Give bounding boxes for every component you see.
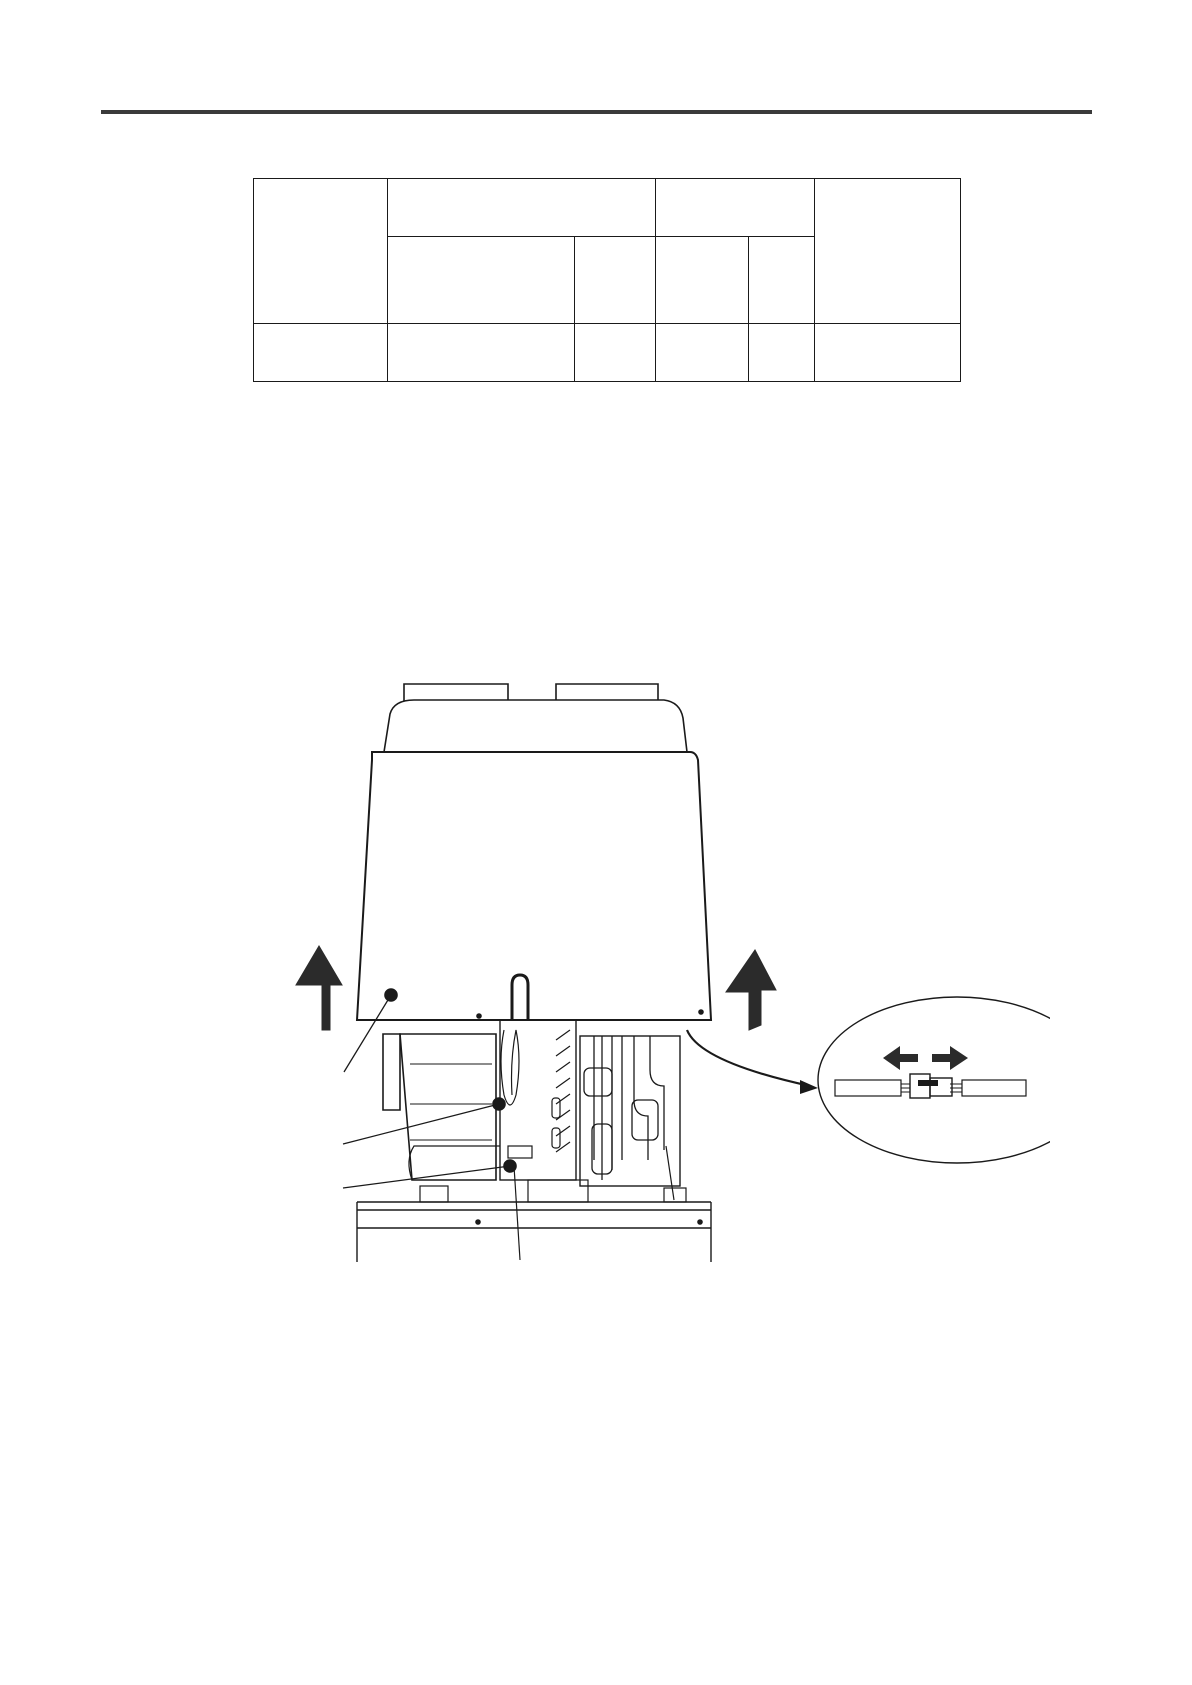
lift-arrow-left-icon xyxy=(296,946,342,1030)
base-plate xyxy=(357,1202,711,1228)
unit-removal-diagram xyxy=(270,670,1050,1270)
spec-table xyxy=(253,178,961,382)
table-header-cell xyxy=(749,237,815,324)
coiled-cable xyxy=(501,1030,519,1105)
table-header-cell xyxy=(388,237,575,324)
pull-right-arrow-icon xyxy=(932,1046,968,1070)
table-cell xyxy=(815,324,961,382)
header-rule xyxy=(101,110,1092,114)
table-header-cell xyxy=(575,237,656,324)
table-cell xyxy=(656,324,749,382)
leader-terminal xyxy=(343,1166,510,1188)
table-cell xyxy=(749,324,815,382)
lift-arrow-right-icon xyxy=(726,950,776,1030)
table-cell xyxy=(254,324,388,382)
fan-housing xyxy=(400,1034,496,1180)
table-header-cell xyxy=(254,179,388,324)
terminal-block xyxy=(508,1146,532,1158)
table-header-cell xyxy=(815,179,961,324)
table-header-cell xyxy=(656,179,815,237)
leader-cable xyxy=(343,1104,499,1144)
table-cell xyxy=(575,324,656,382)
table-header-cell xyxy=(656,237,749,324)
cover-top-cap xyxy=(384,700,687,752)
compressor xyxy=(580,1036,680,1186)
table-cell xyxy=(388,324,575,382)
heat-exchanger xyxy=(500,1020,576,1180)
table-header-cell xyxy=(388,179,656,237)
table-row xyxy=(254,324,961,382)
unit-cover xyxy=(357,752,711,1020)
pull-left-arrow-icon xyxy=(883,1046,918,1070)
connector-leader xyxy=(687,1030,810,1086)
